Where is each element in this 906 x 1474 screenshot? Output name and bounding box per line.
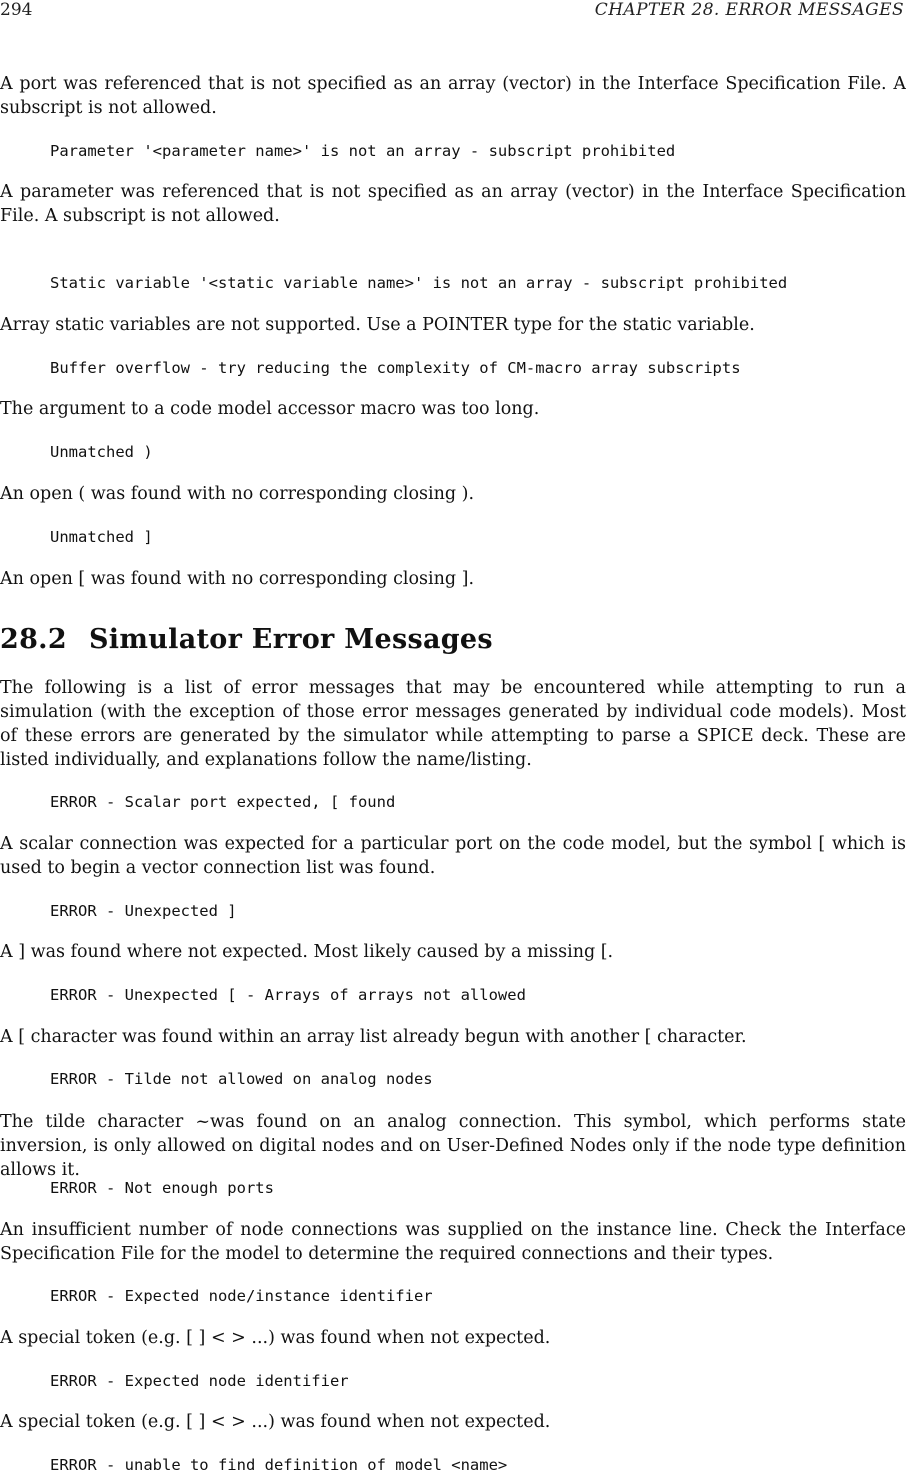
paragraph: The argument to a code model accessor macro was too long. xyxy=(0,399,540,419)
error-message-code: Unmatched ) xyxy=(50,443,153,461)
paragraph: A special token (e.g. [ ] < > ...) was found when not expected. xyxy=(0,1412,551,1432)
paragraph: An open [ was found with no corresponding closing ]. xyxy=(0,569,475,589)
error-message-code: ERROR - unable to find definition of model <name> xyxy=(50,1456,508,1474)
paragraph: A special token (e.g. [ ] < > ...) was found when not expected. xyxy=(0,1328,551,1348)
paragraph: The tilde character ~was found on an analog connection. This symbol, which performs state inversion, is only allowed on digital nodes and on User-Defined Nodes only if the node type definition allows it. xyxy=(0,1112,906,1180)
paragraph: A ] was found where not expected. Most likely caused by a missing [. xyxy=(0,942,614,962)
error-message-code: ERROR - Expected node identifier xyxy=(50,1372,349,1390)
error-message-code: ERROR - Not enough ports xyxy=(50,1179,274,1197)
paragraph: A [ character was found within an array list already begun with another [ character. xyxy=(0,1027,747,1047)
paragraph: An insufficient number of node connections was supplied on the instance line. Check the Interface Specification File for the model to determine the required connections and their types. xyxy=(0,1220,906,1264)
error-message-code: ERROR - Tilde not allowed on analog nodes xyxy=(50,1070,433,1088)
page-number: 294 xyxy=(0,0,33,20)
paragraph: An open ( was found with no corresponding closing ). xyxy=(0,484,475,504)
section-number: 28.2 xyxy=(0,624,67,655)
paragraph: A port was referenced that is not specified as an array (vector) in the Interface Specification File. A subscript is not allowed. xyxy=(0,74,906,118)
error-message-code: ERROR - Unexpected ] xyxy=(50,902,237,920)
error-message-code: Buffer overflow - try reducing the complexity of CM-macro array subscripts xyxy=(50,359,741,377)
error-message-code: Unmatched ] xyxy=(50,528,153,546)
paragraph: Array static variables are not supported. Use a POINTER type for the static variable. xyxy=(0,315,755,335)
running-header: CHAPTER 28. ERROR MESSAGES xyxy=(594,0,904,20)
paragraph: A scalar connection was expected for a particular port on the code model, but the symbol [ which is used to begin a vector connection list was found. xyxy=(0,834,906,878)
error-message-code: Parameter '<parameter name>' is not an array - subscript prohibited xyxy=(50,142,676,160)
paragraph: A parameter was referenced that is not specified as an array (vector) in the Interface Specification File. A subscript is not allowed. xyxy=(0,182,906,226)
error-message-code: Static variable '<static variable name>' is not an array - subscript prohibited xyxy=(50,274,788,292)
paragraph: The following is a list of error messages that may be encountered while attempting to run a simulation (with the exception of those error messages generated by individual code models). Most of these errors are generated by the simulator while attempting to parse a SPICE deck. These are listed individually, and explanations follow the name/listing. xyxy=(0,678,906,770)
error-message-code: ERROR - Expected node/instance identifier xyxy=(50,1287,433,1305)
error-message-code: ERROR - Unexpected [ - Arrays of arrays not allowed xyxy=(50,986,526,1004)
error-message-code: ERROR - Scalar port expected, [ found xyxy=(50,793,396,811)
section-title: Simulator Error Messages xyxy=(89,624,493,655)
section-heading xyxy=(0,624,493,655)
